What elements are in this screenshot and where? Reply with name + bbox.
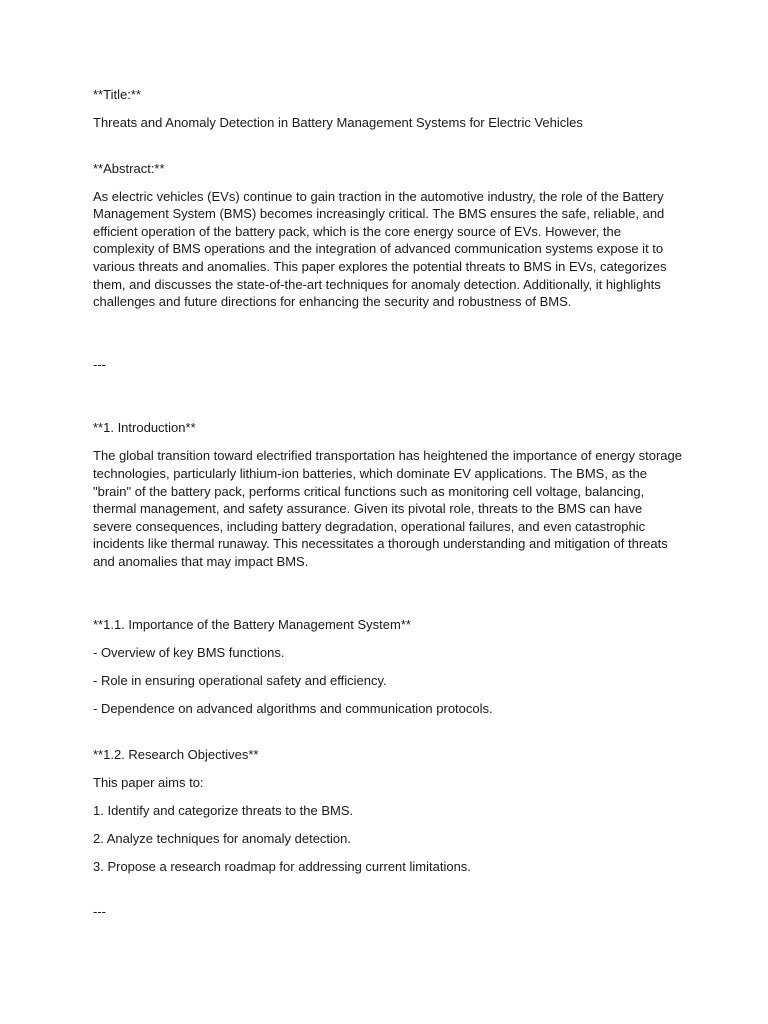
list-item: - Role in ensuring operational safety and efficiency. (93, 673, 387, 689)
title-label: **Title:** (93, 87, 141, 102)
list-item: 1. Identify and categorize threats to the BMS. (93, 802, 354, 818)
section-separator: --- (93, 904, 106, 920)
abstract-label: **Abstract:** (93, 160, 165, 176)
list-item: 2. Analyze techniques for anomaly detection. (93, 830, 351, 846)
abstract-paragraph: As electric vehicles (EVs) continue to gain traction in the automotive industry, the role of the Battery Management System (BMS) becomes increasingly critical. The BMS ensures the safe, reliable, and efficient operation of the battery pack, which is the core energy source of EVs. However, the complexity of BMS operations and the integration of advanced communication systems expose it to various threats and anomalies. This paper explores the potential threats to BMS in EVs, categorizes them, and discusses the state-of-the-art techniques for anomaly detection. Additionally, it highlights challenges and future directions for enhancing the security and robustness of BMS. (93, 188, 671, 310)
introduction-heading: **1. Introduction** (93, 420, 196, 436)
list-item: - Dependence on advanced algorithms and communication protocols. (93, 701, 493, 717)
objectives-heading: **1.2. Research Objectives** (93, 746, 259, 762)
section-separator: --- (93, 357, 106, 373)
spacer (93, 581, 683, 616)
spacer (93, 886, 683, 904)
introduction-paragraph: The global transition toward electrified transportation has heightened the importance of energy storage technologies, particularly lithium-ion batteries, which dominate EV applications. The BMS, as the "brain" of the battery pack, performs critical functions such as monitoring cell voltage, balancing, thermal management, and safety assurance. Given its pivotal role, threats to the BMS can have severe consequences, including battery degradation, operational failures, and even catastrophic incidents like thermal runaway. This necessitates a thorough understanding and mitigation of threats and anomalies that may impact BMS. (93, 448, 686, 569)
spacer (93, 384, 683, 419)
spacer (93, 142, 683, 160)
list-item: - Overview of key BMS functions. (93, 645, 285, 661)
document-page (93, 86, 686, 931)
objectives-intro: This paper aims to: (93, 774, 204, 790)
spacer (93, 728, 683, 746)
document-title: Threats and Anomaly Detection in Battery Management Systems for Electric Vehicles (93, 114, 583, 130)
spacer (93, 321, 683, 356)
list-item: 3. Propose a research roadmap for addressing current limitations. (93, 858, 471, 874)
importance-heading: **1.1. Importance of the Battery Management System** (93, 617, 411, 633)
